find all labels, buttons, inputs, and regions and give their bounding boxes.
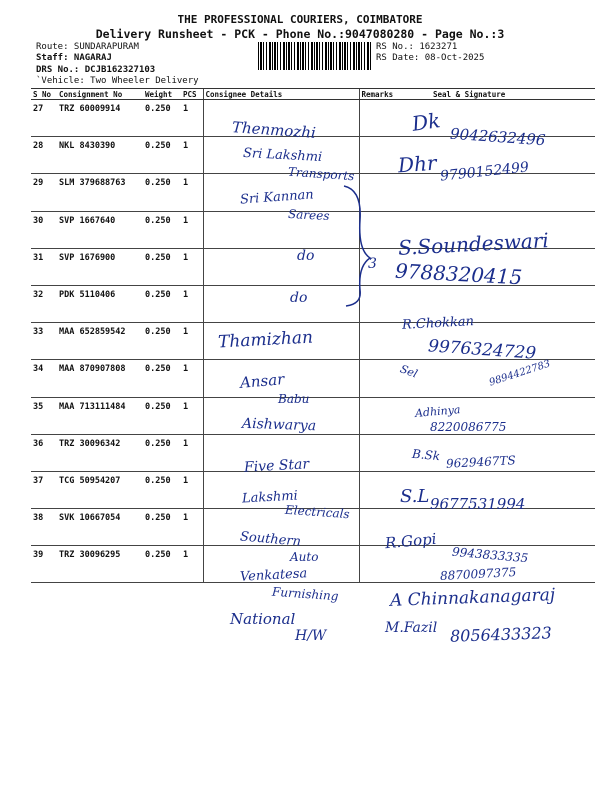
consignment-no-cell: TRZ 60009914	[57, 100, 143, 137]
col-pcs: PCS	[181, 89, 203, 100]
handwritten-name: Auto	[290, 550, 319, 564]
route-info: Route: SUNDARAPURAM	[36, 42, 139, 52]
pcs-cell: 1	[181, 100, 203, 137]
handwritten-phone: 9042632496	[449, 124, 546, 150]
consignee-details-cell	[203, 211, 359, 248]
weight-cell: 0.250	[143, 285, 181, 322]
consignment-no-cell: NKL 8430390	[57, 137, 143, 174]
handwritten-signature: 3	[368, 256, 377, 272]
rs-date: RS Date: 08-Oct-2025	[376, 53, 485, 63]
handwritten-phone: 8870097375	[439, 565, 517, 583]
sno-cell: 37	[31, 471, 57, 508]
handwritten-name: S.Soundeswari	[397, 228, 550, 260]
consignment-no-cell: PDK 5110406	[57, 285, 143, 322]
handwritten-name: do	[297, 248, 315, 264]
handwritten-phone: 9788320415	[394, 258, 523, 290]
handwritten-signature: Sel	[398, 362, 420, 381]
handwritten-phone: 9790152499	[439, 159, 530, 185]
sno-cell: 33	[31, 323, 57, 360]
company-title: THE PROFESSIONAL COURIERS, COIMBATORE	[177, 13, 423, 26]
pcs-cell: 1	[181, 360, 203, 397]
remarks-cell	[359, 471, 393, 508]
staff-info: Staff: NAGARAJ	[36, 53, 112, 63]
sno-cell: 31	[31, 248, 57, 285]
drs-info: DRS No.: DCJB162327103	[36, 65, 156, 75]
handwritten-signature: M.Fazil	[385, 620, 438, 636]
handwritten-signature: R.Gopi	[384, 529, 438, 553]
table-row	[31, 285, 595, 322]
pcs-cell: 1	[181, 397, 203, 434]
vehicle-info: `Vehicle: Two Wheeler Delivery	[36, 76, 199, 86]
handwritten-phone: 9894422783	[487, 358, 552, 389]
sno-cell: 28	[31, 137, 57, 174]
pcs-cell: 1	[181, 285, 203, 322]
handwritten-phone: 9629467TS	[445, 453, 516, 471]
pcs-cell: 1	[181, 137, 203, 174]
handwritten-phone: 9976324729	[427, 336, 537, 364]
consignment-no-cell: SVK 10667054	[57, 509, 143, 546]
signature-cell	[393, 174, 595, 211]
handwritten-signature: Dhr	[397, 150, 438, 178]
col-signature: Seal & Signature	[393, 89, 595, 100]
rs-number: RS No.: 1623271	[376, 42, 458, 52]
col-consignment: Consignment No	[57, 89, 143, 100]
handwritten-phone: 8056433323	[449, 623, 553, 646]
handwritten-name: do	[290, 290, 308, 306]
consignment-no-cell: TCG 50954207	[57, 471, 143, 508]
pcs-cell: 1	[181, 323, 203, 360]
consignment-no-cell: TRZ 30096342	[57, 434, 143, 471]
consignment-no-cell: SLM 379688763	[57, 174, 143, 211]
weight-cell: 0.250	[143, 323, 181, 360]
sno-cell: 32	[31, 285, 57, 322]
handwritten-name: Electricals	[284, 502, 351, 522]
handwritten-name: Transports	[287, 164, 355, 184]
handwritten-signature: S.L	[400, 486, 430, 507]
handwritten-signature: Adhinya	[414, 403, 461, 420]
sno-cell: 27	[31, 100, 57, 137]
col-remarks: Remarks	[359, 89, 393, 100]
handwritten-name: Sri Lakshmi	[242, 145, 323, 166]
sno-cell: 36	[31, 434, 57, 471]
weight-cell: 0.250	[143, 434, 181, 471]
col-sno: S No	[31, 89, 57, 100]
handwritten-phone: 8220086775	[430, 420, 507, 434]
handwritten-name: Sarees	[287, 206, 330, 224]
handwritten-signature: R.Chokkan	[401, 314, 475, 333]
weight-cell: 0.250	[143, 509, 181, 546]
handwritten-name: Southern	[239, 529, 302, 550]
weight-cell: 0.250	[143, 137, 181, 174]
handwritten-name: H/W	[295, 628, 327, 644]
handwritten-name: Thenmozhi	[231, 118, 317, 142]
pcs-cell: 1	[181, 174, 203, 211]
consignment-no-cell: MAA 713111484	[57, 397, 143, 434]
runsheet-subtitle: Delivery Runsheet - PCK - Phone No.:9047080280 - Page No.:3	[95, 27, 505, 41]
handwritten-name: Aishwarya	[241, 415, 317, 435]
sno-cell: 39	[31, 546, 57, 583]
handwritten-name: Five Star	[243, 456, 310, 476]
col-weight: Weight	[143, 89, 181, 100]
remarks-cell	[359, 100, 393, 137]
handwritten-brace	[340, 180, 390, 310]
handwritten-name: Thamizhan	[217, 327, 314, 353]
pcs-cell: 1	[181, 509, 203, 546]
weight-cell: 0.250	[143, 471, 181, 508]
handwritten-signature: B.Sk	[411, 446, 441, 464]
remarks-cell	[359, 360, 393, 397]
consignee-details-cell	[203, 248, 359, 285]
handwritten-signature: A Chinnakanagaraj	[389, 585, 556, 611]
consignee-details-cell	[203, 285, 359, 322]
consignment-no-cell: MAA 870907808	[57, 360, 143, 397]
col-consignee: Consignee Details	[203, 89, 359, 100]
handwritten-name: Sri Kannan	[239, 187, 315, 208]
pcs-cell: 1	[181, 434, 203, 471]
remarks-cell	[359, 137, 393, 174]
weight-cell: 0.250	[143, 100, 181, 137]
handwritten-phone: 9677531994	[430, 495, 526, 513]
weight-cell: 0.250	[143, 360, 181, 397]
consignment-no-cell: MAA 652859542	[57, 323, 143, 360]
sno-cell: 34	[31, 360, 57, 397]
sno-cell: 29	[31, 174, 57, 211]
sno-cell: 38	[31, 509, 57, 546]
handwritten-signature: Dk	[410, 108, 442, 136]
handwritten-name: Furnishing	[271, 584, 339, 604]
table-header-row	[31, 89, 595, 100]
pcs-cell: 1	[181, 211, 203, 248]
remarks-cell	[359, 397, 393, 434]
weight-cell: 0.250	[143, 174, 181, 211]
handwritten-phone: 9943833335	[451, 544, 529, 566]
consignment-no-cell: SVP 1667640	[57, 211, 143, 248]
consignment-no-cell: TRZ 30096295	[57, 546, 143, 583]
pcs-cell: 1	[181, 546, 203, 583]
sno-cell: 30	[31, 211, 57, 248]
weight-cell: 0.250	[143, 248, 181, 285]
barcode-image	[258, 42, 372, 70]
consignment-no-cell: SVP 1676900	[57, 248, 143, 285]
handwritten-name: National	[230, 610, 296, 628]
handwritten-name: Babu	[278, 392, 310, 406]
sno-cell: 35	[31, 397, 57, 434]
remarks-cell	[359, 323, 393, 360]
remarks-cell	[359, 434, 393, 471]
pcs-cell: 1	[181, 248, 203, 285]
handwritten-name: Ansar	[239, 370, 286, 392]
pcs-cell: 1	[181, 471, 203, 508]
handwritten-name: Venkatesa	[239, 566, 308, 585]
weight-cell: 0.250	[143, 397, 181, 434]
weight-cell: 0.250	[143, 546, 181, 583]
handwritten-name: Lakshmi	[241, 488, 299, 507]
weight-cell: 0.250	[143, 211, 181, 248]
